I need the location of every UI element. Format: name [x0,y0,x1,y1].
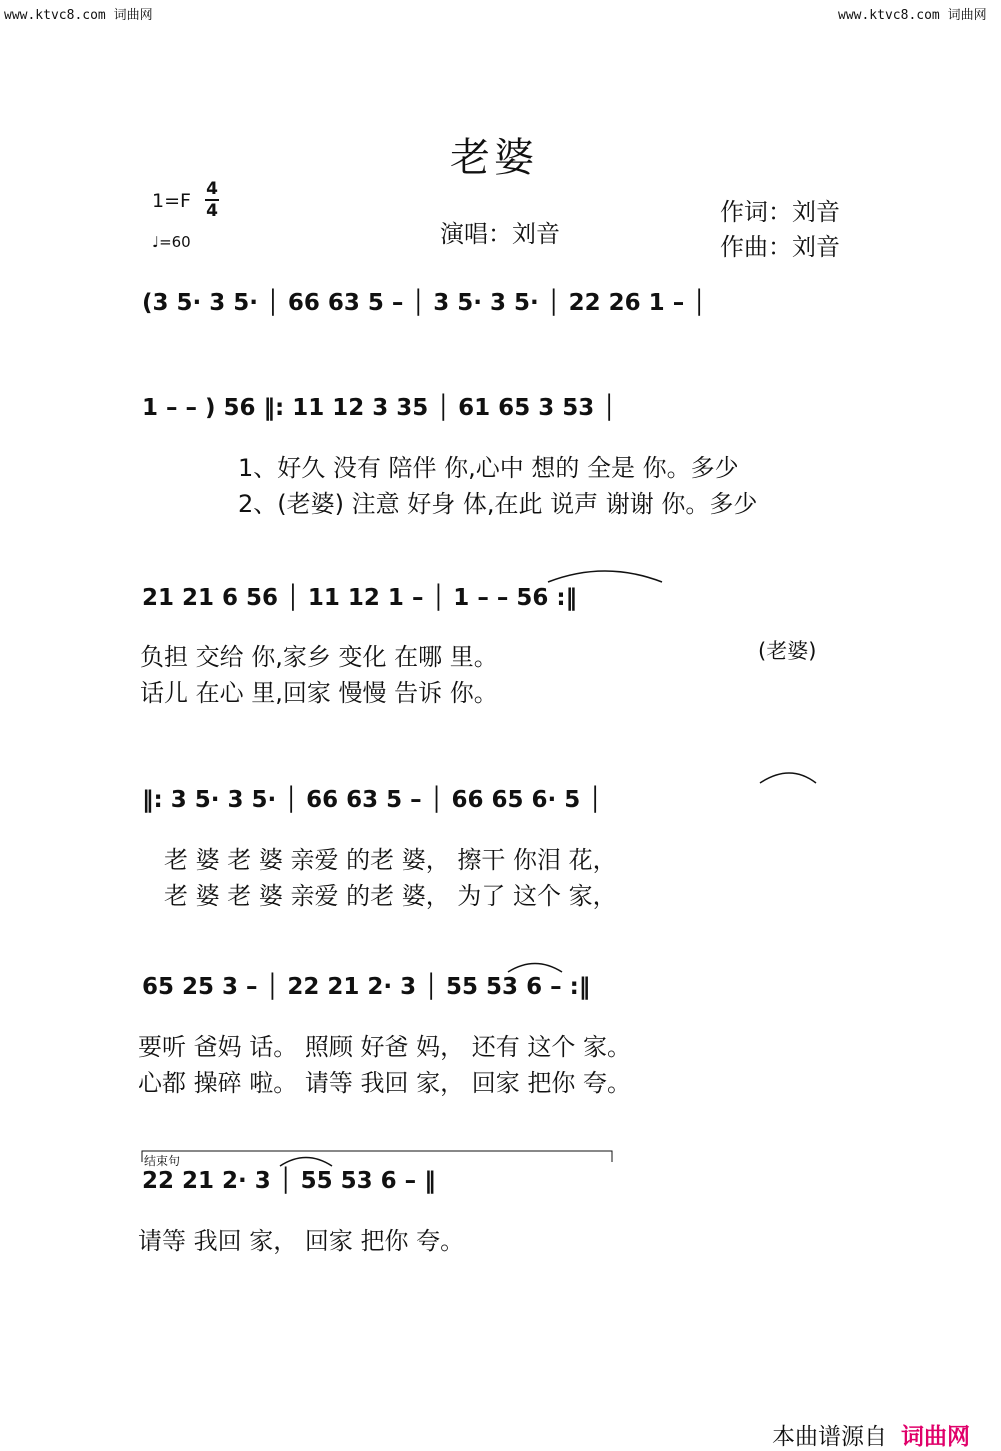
score-line2-notes: 1 – – ) 56 ‖: 11 12 3 35 │ 61 65 3 53 │ [142,395,617,421]
line2-verse1-lyrics: 1、好久 没有 陪伴 你,心中 想的 全是 你。多少 [238,454,739,482]
score-line5-notes: 65 25 3 – │ 22 21 2· 3 │ 55 53 6 – :‖ [142,974,591,1000]
line5-verse2-lyrics: 心都 操碎 啦。 请等 我回 家， 回家 把你 夸。 [138,1069,632,1097]
performer: 演唱：刘音 [440,220,560,248]
score-line4-notes: ‖: 3 5· 3 5· │ 66 63 5 – │ 66 65 6· 5 │ [142,787,603,813]
song-title: 老婆 [450,135,538,181]
tie-line3 [548,571,662,582]
tempo-marking: ♩=60 [152,233,191,251]
score-line1-notes: (3 5· 3 5· │ 66 63 5 – │ 3 5· 3 5· │ 22 26 1 – │ [142,290,707,316]
source-footer [772,1418,970,1451]
line6-verse1-lyrics: 请等 我回 家， 回家 把你 夸。 [138,1227,465,1255]
composer: 作曲：刘音 [720,233,840,261]
slur-line4 [760,773,816,783]
line3-verse2-lyrics: 话儿 在心 里,回家 慢慢 告诉 你。 [140,679,498,707]
key-signature: 1=F [152,190,191,212]
score-line6-notes: 22 21 2· 3 │ 55 53 6 – ‖ [142,1168,436,1194]
ending-label: 结束句 [144,1154,181,1168]
line4-verse2-lyrics: 老 婆 老 婆 亲爱 的老 婆， 为了 这个 家， [164,882,617,910]
slur-line5 [508,964,562,973]
score-line3-notes: 21 21 6 56 │ 11 12 1 – │ 1 – – 56 :‖ [142,585,578,611]
line3-aside: (老婆) [758,639,817,663]
line5-verse1-lyrics: 要听 爸妈 话。 照顾 好爸 妈， 还有 这个 家。 [138,1033,632,1061]
time-signature-bottom: 4 [206,201,218,221]
line3-verse1-lyrics: 负担 交给 你,家乡 变化 在哪 里。 [140,643,498,671]
brand-name: 词曲网 [901,1424,970,1450]
watermark-left: www.ktvc8.com 词曲网 [4,8,153,23]
slur-line6 [280,1158,332,1167]
lyricist: 作词：刘音 [720,198,840,226]
line4-verse1-lyrics: 老 婆 老 婆 亲爱 的老 婆， 擦干 你泪 花， [164,846,617,874]
ending-bracket [142,1151,612,1162]
watermark-right: www.ktvc8.com 词曲网 [838,8,987,23]
time-signature-top: 4 [206,179,218,199]
line2-verse2-lyrics: 2、(老婆) 注意 好身 体,在此 说声 谢谢 你。多少 [238,490,758,518]
source-text: 本曲谱源自 [772,1424,887,1450]
